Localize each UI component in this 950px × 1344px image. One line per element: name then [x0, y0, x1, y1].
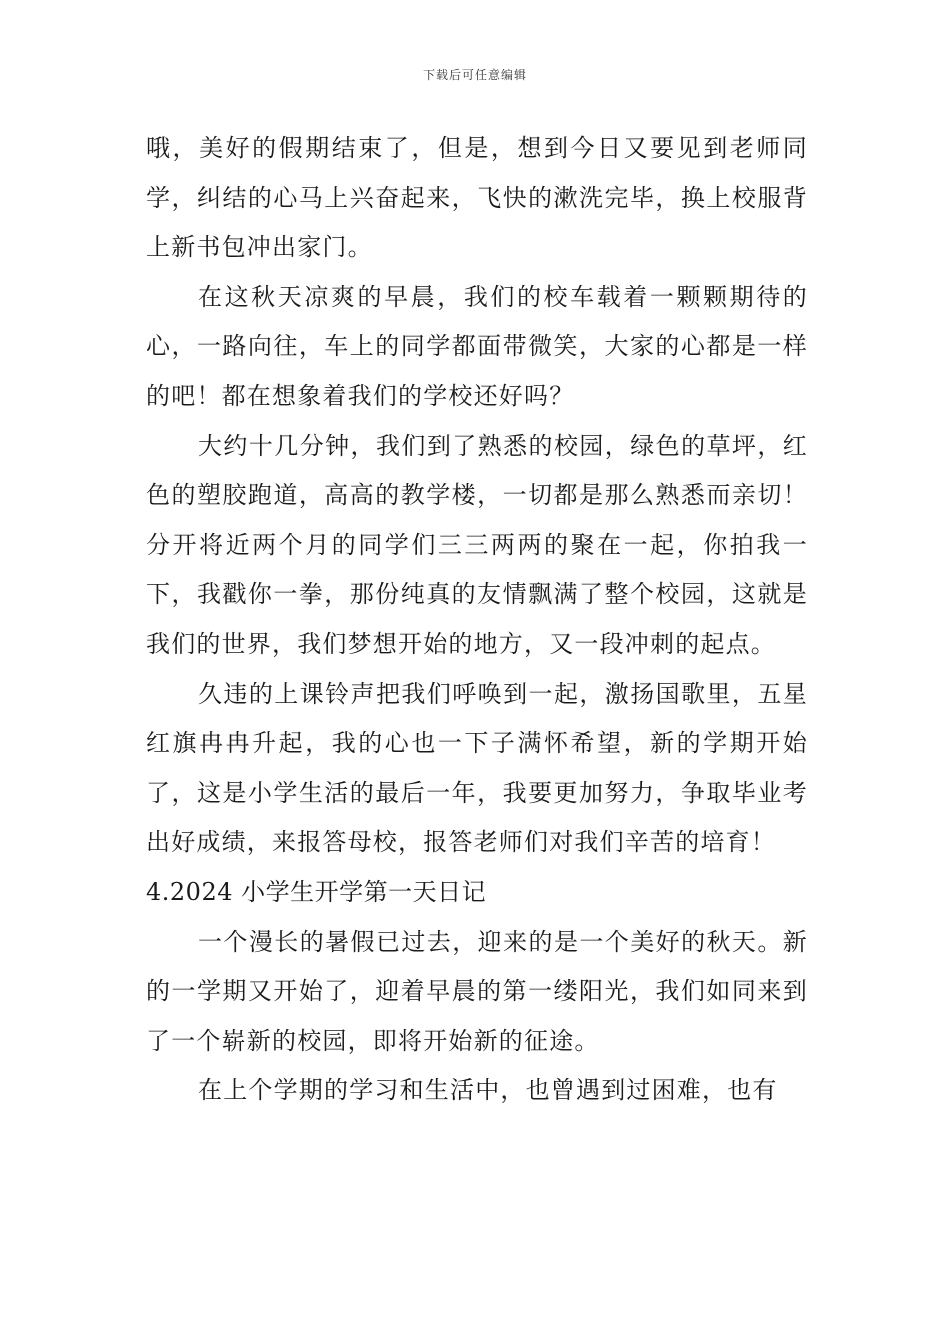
- paragraph: 在这秋天凉爽的早晨，我们的校车载着一颗颗期待的心，一路向往，车上的同学都面带微笑，大家的心都是一样的吧！都在想象着我们的学校还好吗？: [146, 282, 808, 410]
- paragraph: 久违的上课铃声把我们呼唤到一起，激扬国歌里，五星红旗冉冉升起，我的心也一下子满怀希望，新的学期开始了，这是小学生活的最后一年，我要更加努力，争取毕业考出好成绩，来报答母校，报答老师们对我们辛苦的培育！: [146, 679, 808, 857]
- header-note: 下载后可任意编辑: [422, 68, 527, 82]
- paragraph: 一个漫长的暑假已过去，迎来的是一个美好的秋天。新的一学期又开始了，迎着早晨的第一缕阳光，我们如同来到了一个崭新的校园，即将开始新的征途。: [146, 927, 808, 1055]
- paragraph: 哦，美好的假期结束了，但是，想到今日又要见到老师同学，纠结的心马上兴奋起来，飞快的漱洗完毕，换上校服背上新书包冲出家门。: [146, 134, 808, 262]
- section-heading: 4.2024 小学生开学第一天日记: [146, 877, 487, 906]
- paragraph: 大约十几分钟，我们到了熟悉的校园，绿色的草坪，红色的塑胶跑道，高高的教学楼，一切都是那么熟悉而亲切！分开将近两个月的同学们三三两两的聚在一起，你拍我一下，我戳你一拳，那份纯真的友情飘满了整个校园，这就是我们的世界，我们梦想开始的地方，又一段冲刺的起点。: [146, 431, 808, 658]
- document-body: [146, 124, 808, 1116]
- paragraph: 在上个学期的学习和生活中，也曾遇到过困难，也有: [198, 1076, 778, 1105]
